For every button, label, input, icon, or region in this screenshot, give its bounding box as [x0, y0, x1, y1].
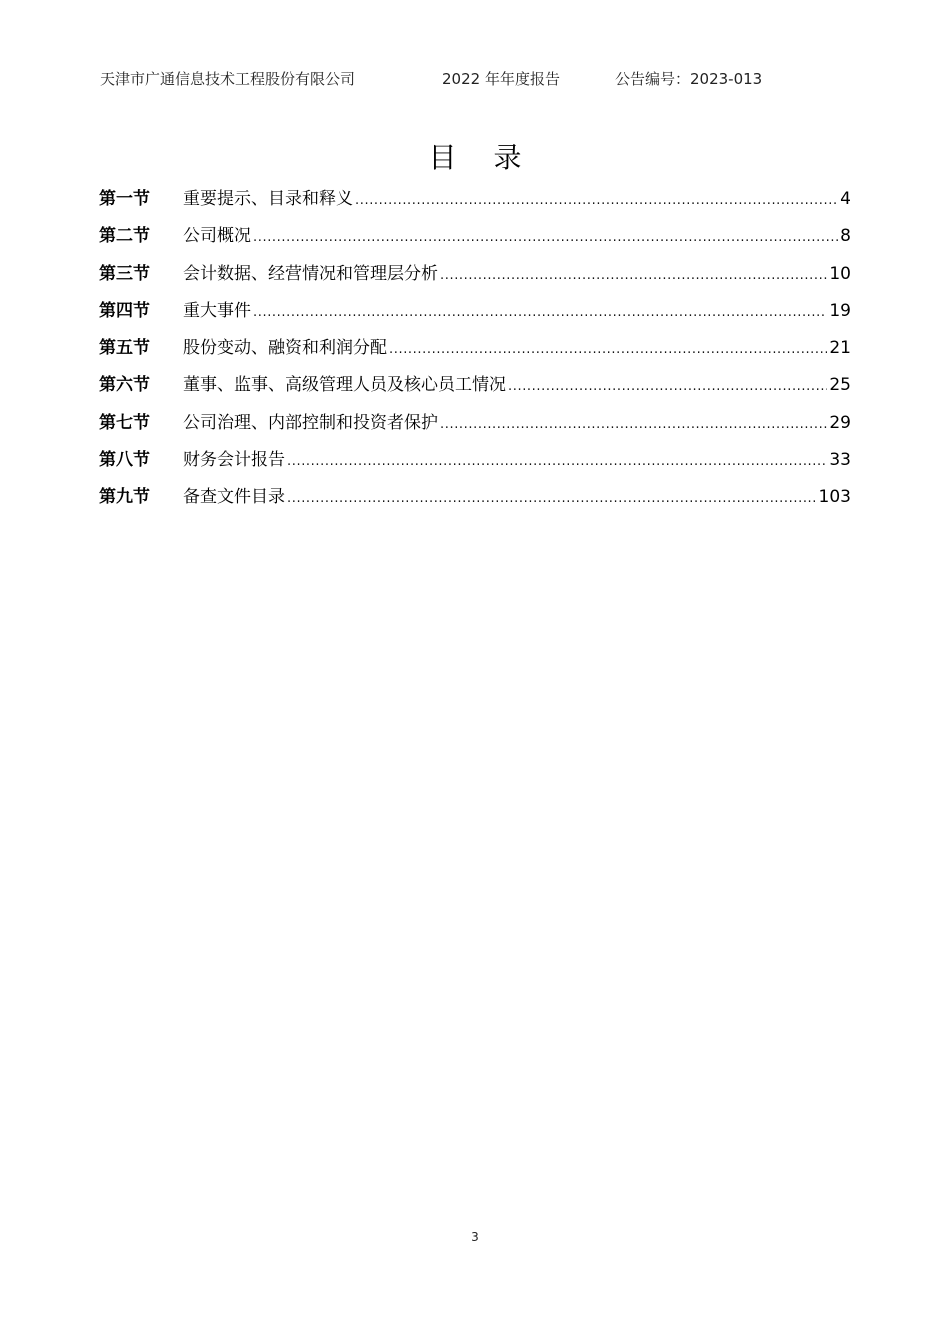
toc-chapter-title: 公司概况	[183, 226, 251, 247]
header-notice-number: 公告编号：2023-013	[615, 70, 763, 88]
toc-chapter-title: 备查文件目录	[183, 487, 285, 508]
toc-entry[interactable]	[99, 298, 851, 335]
toc-dot-leader	[287, 449, 827, 475]
toc-page-number: 33	[829, 450, 851, 471]
toc-section-number: 第五节	[99, 338, 150, 359]
toc-dot-leader	[389, 337, 827, 363]
toc-dot-leader	[440, 412, 827, 438]
toc-dot-leader	[253, 300, 827, 326]
toc-entry[interactable]	[99, 484, 851, 521]
toc-dot-leader	[287, 486, 817, 512]
toc-entry[interactable]	[99, 223, 851, 260]
toc-section-number: 第九节	[99, 487, 150, 508]
toc-page-number: 8	[840, 226, 851, 247]
toc-page-number: 21	[829, 338, 851, 359]
toc-chapter-title: 会计数据、经营情况和管理层分析	[183, 263, 438, 284]
toc-section-number: 第二节	[99, 226, 150, 247]
toc-chapter-title: 财务会计报告	[183, 450, 285, 471]
toc-chapter-title: 董事、监事、高级管理人员及核心员工情况	[183, 375, 506, 396]
header-company-name: 天津市广通信息技术工程股份有限公司	[100, 70, 356, 88]
toc-section-number: 第六节	[99, 375, 150, 396]
toc-entry[interactable]	[99, 410, 851, 447]
page-number: 3	[471, 1230, 479, 1244]
toc-chapter-title: 公司治理、内部控制和投资者保护	[183, 412, 438, 433]
toc-page-number: 103	[818, 487, 851, 508]
page-header	[100, 68, 860, 90]
toc-dot-leader	[253, 225, 838, 251]
toc-section-number: 第八节	[99, 450, 150, 471]
toc-section-number: 第三节	[99, 263, 150, 284]
toc-page-number: 4	[840, 189, 851, 209]
toc-entry[interactable]	[99, 261, 851, 298]
toc-chapter-title: 重大事件	[183, 300, 251, 321]
toc-title: 目 录	[428, 141, 536, 174]
toc-page-number: 10	[829, 263, 851, 284]
toc-page-number: 29	[829, 412, 851, 433]
toc-dot-leader	[508, 374, 827, 400]
table-of-contents	[99, 186, 851, 522]
toc-section-number: 第七节	[99, 412, 150, 433]
toc-entry[interactable]	[99, 372, 851, 409]
toc-entry[interactable]	[99, 447, 851, 484]
toc-entry[interactable]	[99, 186, 851, 223]
toc-section-number: 第一节	[99, 189, 150, 209]
toc-page-number: 25	[829, 375, 851, 396]
toc-section-number: 第四节	[99, 300, 150, 321]
toc-page-number: 19	[829, 300, 851, 321]
toc-chapter-title: 股份变动、融资和利润分配	[183, 338, 387, 359]
toc-chapter-title: 重要提示、目录和释义	[183, 189, 353, 209]
toc-dot-leader	[440, 263, 827, 289]
toc-dot-leader	[355, 188, 838, 214]
header-report-title: 2022 年年度报告	[442, 70, 560, 88]
toc-entry[interactable]	[99, 335, 851, 372]
